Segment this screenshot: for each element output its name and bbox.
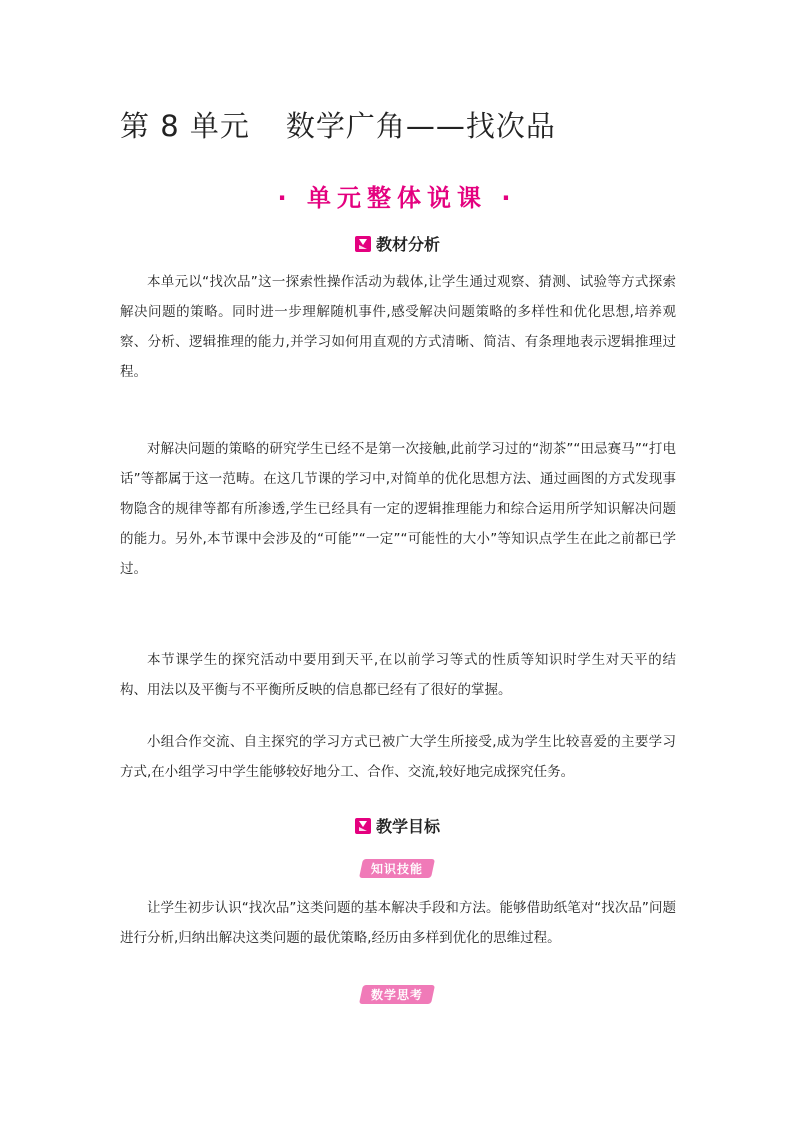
paragraph-5: 让学生初步认识“找次品”这类问题的基本解决手段和方法。能够借助纸笔对“找次品”问题进行分析,归纳出解决这类问题的最优策略,经历由多样到优化的思维过程。	[120, 900, 676, 946]
paragraph-1: 本单元以“找次品”这一探索性操作活动为载体,让学生通过观察、猜测、试验等方式探索解决问题的策略。同时进一步理解随机事件,感受解决问题策略的多样性和优化思想,培养观察、分析、逻辑推理的能力,并学习如何用直观的方式清晰、简洁、有条理地表示逻辑推理过程。	[120, 274, 676, 380]
tag-knowledge-skills	[0, 858, 794, 878]
heading-teaching-goals	[0, 814, 794, 839]
bookmark-icon	[354, 235, 372, 253]
section-title: · 单元整体说课 ·	[277, 184, 517, 212]
paragraph-4: 小组合作交流、自主探究的学习方式已被广大学生所接受,成为学生比较喜爱的主要学习方式,在小组学习中学生能够较好地分工、合作、交流,较好地完成探究任务。	[120, 734, 676, 780]
tag-label: 知识技能	[370, 862, 423, 876]
heading-textbook-analysis	[0, 232, 794, 257]
tag-math-thinking	[0, 984, 794, 1004]
paragraph-3: 本节课学生的探究活动中要用到天平,在以前学习等式的性质等知识时学生对天平的结构、用法以及平衡与不平衡所反映的信息都已经有了很好的掌握。	[120, 652, 676, 698]
bookmark-icon	[354, 817, 372, 835]
heading-label: 教学目标	[375, 817, 440, 836]
unit-title	[120, 104, 556, 145]
paragraph-2: 对解决问题的策略的研究学生已经不是第一次接触,此前学习过的“沏茶”“田忌赛马”“打电话”等都属于这一范畴。在这几节课的学习中,对简单的优化思想方法、通过画图的方式发现事物隐含的规律等都有所渗透,学生已经具有一定的逻辑推理能力和综合运用所学知识解决问题的能力。另外,本节课中会涉及的“可能”“一定”“可能性的大小”等知识点学生在此之前都已学过。	[120, 441, 676, 577]
unit-topic: 数学广角——找次品	[285, 109, 556, 143]
unit-number: 第 8 单元	[120, 109, 250, 143]
tag-label: 数学思考	[370, 988, 423, 1002]
heading-label: 教材分析	[375, 235, 440, 254]
